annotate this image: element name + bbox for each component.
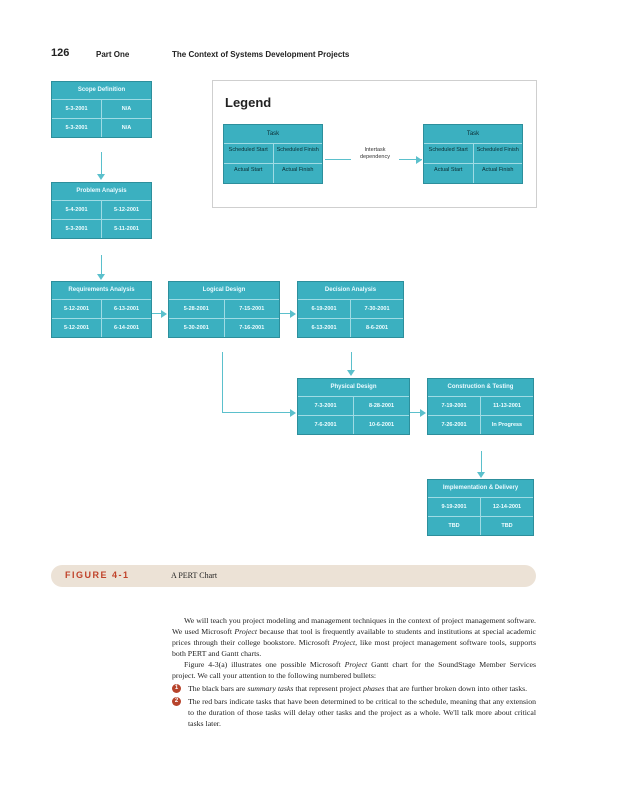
actual-start: TBD [428,517,481,535]
task-title: Decision Analysis [298,282,403,300]
legend-task-title: Task [424,125,522,144]
dependency-arrow [97,274,105,280]
numbered-bullet: 2 The red bars indicate tasks that have been determined to be critical to the schedule, meaning that any extension to the duration of those tasks will delay other tasks and the project as a whole. We'll talk more about critical tasks later. [172,696,536,729]
scheduled-finish: 6-13-2001 [113,306,140,312]
actual-start: 5-3-2001 [52,119,102,137]
task-title: Physical Design [298,379,409,397]
legend-task-box-left [223,124,323,184]
legend-task-box-right [423,124,523,184]
paragraph: We will teach you project modeling and management techniques in the context of project management software. We used Microsoft Project because that tool is frequently available to students and institutions at special academic prices through their college bookstore. Microsoft Project, like most project management software tools, supports both PERT and Gantt charts. [172,616,536,658]
scheduled-start: 7-3-2001 [298,397,354,415]
actual-start: 6-13-2001 [298,319,351,337]
actual-finish: 7-16-2001 [239,325,265,331]
task-implementation-delivery [427,479,534,536]
actual-finish: TBD [501,523,513,529]
page-number: 126 [51,47,70,59]
actual-finish: 8-6-2001 [365,325,389,331]
actual-finish: In Progress [491,422,523,428]
actual-start: 5-3-2001 [52,220,102,238]
legend-actual-start: Actual Start [224,164,274,183]
figure-number: FIGURE 4-1 [65,570,130,580]
dependency-arrow [477,472,485,478]
scheduled-finish: 7-30-2001 [364,306,390,312]
scheduled-start: 9-19-2001 [428,498,481,516]
dependency-line [351,352,352,372]
part-label: Part One [96,50,130,59]
task-construction-testing [427,378,534,435]
dependency-arrow [420,409,426,417]
scheduled-start: 6-19-2001 [298,300,351,318]
actual-finish: N/A [121,125,132,131]
dependency-arrow [161,310,167,318]
scheduled-finish: N/A [121,106,132,112]
legend-title: Legend [225,95,272,110]
legend-scheduled-finish: Scheduled Finish [476,147,519,153]
scheduled-start: 5-12-2001 [52,300,102,318]
scheduled-finish: 8-28-2001 [368,403,395,409]
legend-dependency-arrow [416,156,422,164]
legend-panel [212,80,537,208]
task-title: Requirements Analysis [52,282,151,300]
legend-scheduled-start: Scheduled Start [424,144,474,163]
actual-start: 7-6-2001 [298,416,354,434]
dependency-line [222,352,223,412]
figure-caption-bar [51,565,536,587]
task-title: Scope Definition [52,82,151,100]
scheduled-finish: 5-12-2001 [113,207,140,213]
actual-finish: 5-11-2001 [114,226,139,232]
legend-scheduled-start: Scheduled Start [224,144,274,163]
task-title: Logical Design [169,282,279,300]
bullet-number-icon: 2 [172,697,181,706]
scheduled-finish: 12-14-2001 [492,504,522,510]
task-physical-design [297,378,410,435]
actual-start: 5-12-2001 [52,319,102,337]
figure-title: A PERT Chart [171,571,218,580]
task-title: Construction & Testing [428,379,533,397]
dependency-line [481,451,482,474]
task-decision-analysis [297,281,404,338]
actual-start: 5-30-2001 [169,319,225,337]
numbered-bullet: 1 The black bars are summary tasks that represent project phases that are further broken down into other tasks. [172,683,536,694]
dependency-arrow [97,174,105,180]
task-title: Implementation & Delivery [428,480,533,498]
bullet-number-icon: 1 [172,684,181,693]
body-text [172,615,536,729]
legend-actual-finish: Actual Finish [282,167,314,173]
dependency-line [222,412,292,413]
dependency-line [101,152,102,176]
scheduled-finish: 11-13-2001 [493,403,521,409]
legend-dependency-label: Intertask dependency [351,147,399,161]
actual-finish: 10-6-2001 [368,422,395,428]
dependency-arrow [347,370,355,376]
paragraph: Figure 4-3(a) illustrates one possible Microsoft Project Gantt chart for the SoundStage Member Services project. We call your attention to the following numbered bullets: [172,660,536,680]
legend-actual-finish: Actual Finish [482,167,514,173]
legend-scheduled-finish: Scheduled Finish [276,147,319,153]
task-logical-design [168,281,280,338]
scheduled-start: 5-3-2001 [52,100,102,118]
dependency-arrow [290,310,296,318]
scheduled-start: 5-4-2001 [52,201,102,219]
task-requirements-analysis [51,281,152,338]
task-scope-definition [51,81,152,138]
task-problem-analysis [51,182,152,239]
legend-actual-start: Actual Start [424,164,474,183]
chapter-title: The Context of Systems Development Projects [172,50,350,59]
scheduled-finish: 7-15-2001 [239,306,265,312]
task-title: Problem Analysis [52,183,151,201]
scheduled-start: 7-19-2001 [428,397,481,415]
actual-start: 7-26-2001 [428,416,481,434]
legend-task-title: Task [224,125,322,144]
actual-finish: 6-14-2001 [113,325,140,331]
scheduled-start: 5-28-2001 [169,300,225,318]
dependency-arrow [290,409,296,417]
